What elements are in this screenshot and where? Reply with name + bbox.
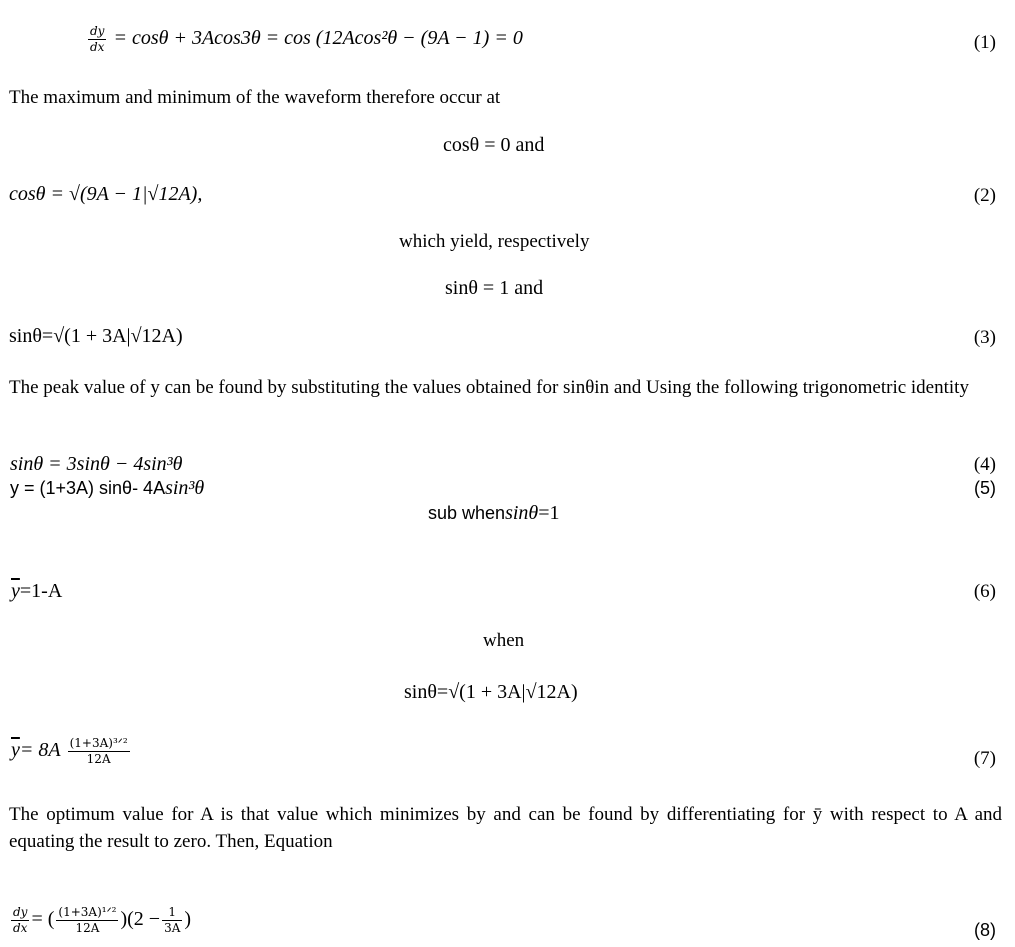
eq1-rhs: = cosθ + 3Acos3θ = cos (12Acos²θ − (9A − 1) = 0: [113, 27, 523, 50]
eq8-number: (8): [974, 920, 996, 940]
eq1-number: (1): [973, 32, 996, 53]
equation-6: [11, 580, 62, 603]
line-cos-zero: cosθ = 0 and: [443, 134, 545, 156]
eq5-part-a: y = (1+3A) sinθ- 4A: [10, 478, 166, 498]
eq8-frac3-den: 3A: [164, 921, 181, 935]
eq8-equals: = (: [31, 908, 55, 931]
sub-when-prefix: sub when: [428, 503, 506, 523]
line-sub-when: [428, 502, 560, 525]
eq6-ybar: $\overline{y}$: [11, 580, 20, 602]
eq4-number: (4): [973, 454, 996, 475]
eq1-fraction: [88, 24, 106, 55]
line-sin-expression: sinθ=√(1 + 3A|√12A): [404, 681, 578, 703]
equation-5: [10, 477, 204, 500]
eq8-fraction-1: [11, 905, 29, 936]
sub-when-suffix: =1: [538, 502, 560, 524]
eq1-frac-num: dy: [90, 24, 105, 38]
eq3-number: (3): [973, 327, 996, 348]
eq7-lhs: = 8A: [19, 739, 61, 762]
line-sin-one: sinθ = 1 and: [445, 277, 544, 299]
eq8-frac2-den: 12A: [75, 921, 100, 935]
eq2-number: (2): [973, 185, 996, 206]
equation-7: [11, 736, 132, 767]
eq7-frac-num: (1+3A)³ᐟ²: [69, 736, 128, 750]
eq8-frac3-num: 1: [162, 905, 182, 921]
line-when: when: [483, 630, 525, 651]
eq7-ybar: $\overline{y}$: [11, 739, 20, 762]
sub-when-math: sinθ: [505, 502, 539, 524]
equation-3: sinθ=√(1 + 3A|√12A): [9, 325, 183, 347]
eq8-frac2-num: (1+3A)¹ᐟ²: [58, 905, 117, 919]
eq7-frac-den: 12A: [86, 752, 111, 766]
eq8-frac1-den: dx: [13, 921, 28, 935]
line-which-yield: which yield, respectively: [399, 231, 590, 252]
equation-8: [9, 905, 191, 936]
eq8-frac1-num: dy: [13, 905, 28, 919]
eq7-number: (7): [973, 748, 996, 769]
eq1-frac-den: dx: [90, 40, 105, 54]
eq8-fraction-3: [162, 905, 182, 936]
eq5-part-b: sin³θ: [165, 477, 205, 499]
eq8-fraction-2: [56, 905, 118, 936]
paragraph-2: The peak value of y can be found by substituting the values obtained for sinθin and Using the following trigonometric identity: [9, 377, 969, 398]
equation-1: [86, 24, 523, 55]
eq5-number: (5): [974, 478, 996, 498]
eq8-close: ): [184, 908, 192, 931]
equation-4: sinθ = 3sinθ − 4sin³θ: [10, 453, 183, 475]
eq6-number: (6): [973, 581, 996, 602]
eq8-mid: )(2 −: [120, 908, 161, 931]
eq6-expr: =1-A: [19, 580, 63, 602]
paragraph-3: The optimum value for A is that value which minimizes by and can be found by differentiating for ȳ with respect to A and equating the result to zero. Then, Equation: [9, 804, 1002, 852]
equation-2: cosθ = √(9A − 1|√12A),: [9, 183, 203, 205]
eq7-fraction: [68, 736, 130, 767]
paragraph-1: The maximum and minimum of the waveform therefore occur at: [9, 87, 501, 108]
